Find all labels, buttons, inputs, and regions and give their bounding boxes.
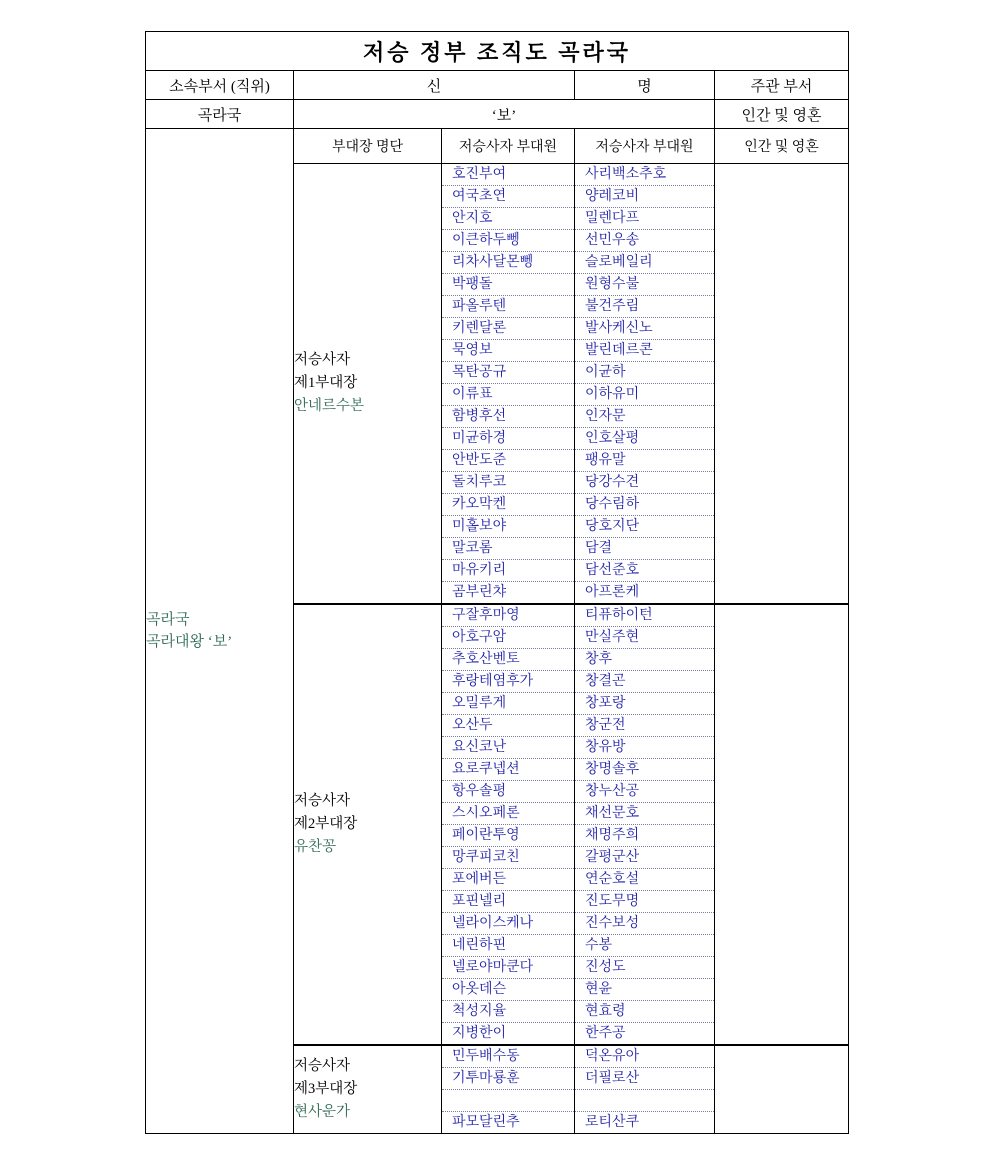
division-leader-name-2: 유찬꽁 [294,839,337,856]
member-name: 아프론케 [585,585,640,600]
header-department: 소속부서 (직위) [146,71,294,100]
member-name: 담선준호 [575,560,714,582]
member-name: 후랑테염후가 [442,671,574,693]
member-name: 요신코난 [442,737,574,759]
country-authority: 인간 및 영혼 [715,100,849,129]
member-name: 기투마룡훈 [442,1068,574,1090]
member-name: 창명솔후 [575,759,714,781]
colhdr-members-2: 저승사자 부대원 [575,129,715,164]
division-2-authority [715,604,849,1045]
document-title: 저승 정부 조직도 곡라국 [146,32,849,71]
member-name: 진도무명 [575,891,714,913]
member-name: 담결 [575,538,714,560]
member-name: 마유키리 [442,560,574,582]
division-title-2-line2: 제2부대장 [294,815,358,832]
colhdr-authority: 인간 및 영혼 [715,129,849,164]
country-row [146,100,849,129]
member-name: 안지호 [442,208,574,230]
member-name: 창포랑 [575,693,714,715]
division-1-members-col1 [442,164,575,605]
member-name: 이하유미 [575,384,714,406]
member-name: 인호살평 [575,428,714,450]
member-name: 아옷데슨 [442,979,574,1001]
member-name: 당강수견 [575,472,714,494]
division-title-2-line1: 저승사자 [294,792,351,809]
member-name: 진수보성 [575,913,714,935]
member-name: 갈평군산 [575,847,714,869]
member-name: 망쿠피코친 [442,847,574,869]
member-name: 슬로베일리 [575,252,714,274]
member-name: 창후 [575,649,714,671]
member-name: 이류표 [442,384,574,406]
member-name: 리차사달몬뼁 [442,252,574,274]
member-name: 스시오페론 [442,803,574,825]
member-name: 묵영보 [442,340,574,362]
member-name: 목탄공규 [442,362,574,384]
division-title-1-line1: 저승사자 [294,351,351,368]
member-name: 항우솔평 [442,781,574,803]
member-name: 척성지율 [442,1001,574,1023]
header-name: 명 [575,71,715,100]
spine-line1: 곡라국 [146,611,190,628]
colhdr-unit-roster: 부대장 명단 [294,129,442,164]
member-name: 창결곤 [575,671,714,693]
member-name: 현윤 [575,979,714,1001]
member-name: 요로쿠넵션 [442,759,574,781]
member-name: 지병한이 [452,1026,507,1041]
organization-chart-table [145,31,849,1134]
member-name: 페이란투영 [442,825,574,847]
member-name: 이균하 [575,362,714,384]
member-name: 발린데르콘 [575,340,714,362]
header-row [146,71,849,100]
header-authority: 주관 부서 [715,71,849,100]
member-name: 연순호설 [575,869,714,891]
member-name: 창군전 [575,715,714,737]
division-3-authority [715,1045,849,1134]
division-leader-2 [294,604,442,1045]
member-name: 팽유말 [575,450,714,472]
division-1-members-col2 [575,164,715,605]
member-name: 인자문 [575,406,714,428]
division-3-members-col2 [575,1045,715,1134]
member-name: 창누산공 [575,781,714,803]
member-name: 현효령 [575,1001,714,1023]
member-name: 티퓨하이턴 [575,605,714,627]
member-name: 미홀보야 [442,516,574,538]
member-name: 구잘후마영 [442,605,574,627]
member-name: 더필로산 [575,1068,714,1090]
member-name: 진성도 [575,957,714,979]
member-name: 이큰하두뼁 [442,230,574,252]
member-name: 채명주희 [575,825,714,847]
division-title-3-line2: 제3부대장 [294,1080,358,1097]
division-2-members-col1 [442,604,575,1045]
member-name: 곰부린챠 [452,585,507,600]
member-name: 발사케신노 [575,318,714,340]
spine-cell [146,129,294,1134]
division-title-3-line1: 저승사자 [294,1057,351,1074]
division-title-1-line2: 제1부대장 [294,374,358,391]
colhdr-members-1: 저승사자 부대원 [442,129,575,164]
member-name: 양레코비 [575,186,714,208]
member-name: 키렌달론 [442,318,574,340]
member-name: 당호지단 [575,516,714,538]
member-name: 카오막켄 [442,494,574,516]
member-name: 호진부여 [442,164,574,186]
member-name: 창유방 [575,737,714,759]
member-name: 포에버든 [442,869,574,891]
member-name: 넬로야마쿤다 [442,957,574,979]
member-name: 아호구암 [442,627,574,649]
member-name: 함병후선 [442,406,574,428]
member-name: 파올루텐 [442,296,574,318]
member-name: 수봉 [575,935,714,957]
member-name: 넬라이스케나 [442,913,574,935]
division-1-authority [715,164,849,605]
division-leader-3 [294,1045,442,1134]
member-name: 미균하경 [442,428,574,450]
member-name: 로티산쿠 [585,1115,640,1130]
division-leader-1 [294,164,442,605]
spine-line2: 곡라대왕 ‘보’ [146,634,233,650]
member-name: 원형수불 [575,274,714,296]
header-divine: 신 [294,71,575,100]
member-name: 포핀넬리 [442,891,574,913]
column-header-row [146,129,849,164]
member-name: 안반도준 [442,450,574,472]
member-name: 오밀루게 [442,693,574,715]
member-name: 박팽돌 [442,274,574,296]
member-name: 오산두 [442,715,574,737]
member-name: 불건주림 [575,296,714,318]
title-row [146,32,849,71]
member-name: 사리백소추호 [575,164,714,186]
division-leader-name-3: 현사운가 [294,1104,351,1121]
member-name [442,1090,574,1112]
division-3-members-col1 [442,1045,575,1134]
division-leader-name-1: 안네르수본 [294,398,365,415]
member-name: 채선문호 [575,803,714,825]
division-2-members-col2 [575,604,715,1045]
member-name: 네린하핀 [442,935,574,957]
member-name: 민두배수동 [442,1046,574,1068]
member-name: 한주공 [585,1026,626,1041]
member-name: 여국초연 [442,186,574,208]
member-name: 말코롬 [442,538,574,560]
member-name: 당수림하 [575,494,714,516]
member-name [575,1090,714,1112]
member-name: 돌치루코 [442,472,574,494]
country-divine-name: ‘보’ [294,100,715,129]
member-name: 파모달린추 [452,1115,520,1130]
member-name: 밀렌다프 [575,208,714,230]
member-name: 덕온유아 [575,1046,714,1068]
country-department: 곡라국 [146,100,294,129]
member-name: 추호산벤토 [442,649,574,671]
member-name: 만실주현 [575,627,714,649]
member-name: 선민우송 [575,230,714,252]
